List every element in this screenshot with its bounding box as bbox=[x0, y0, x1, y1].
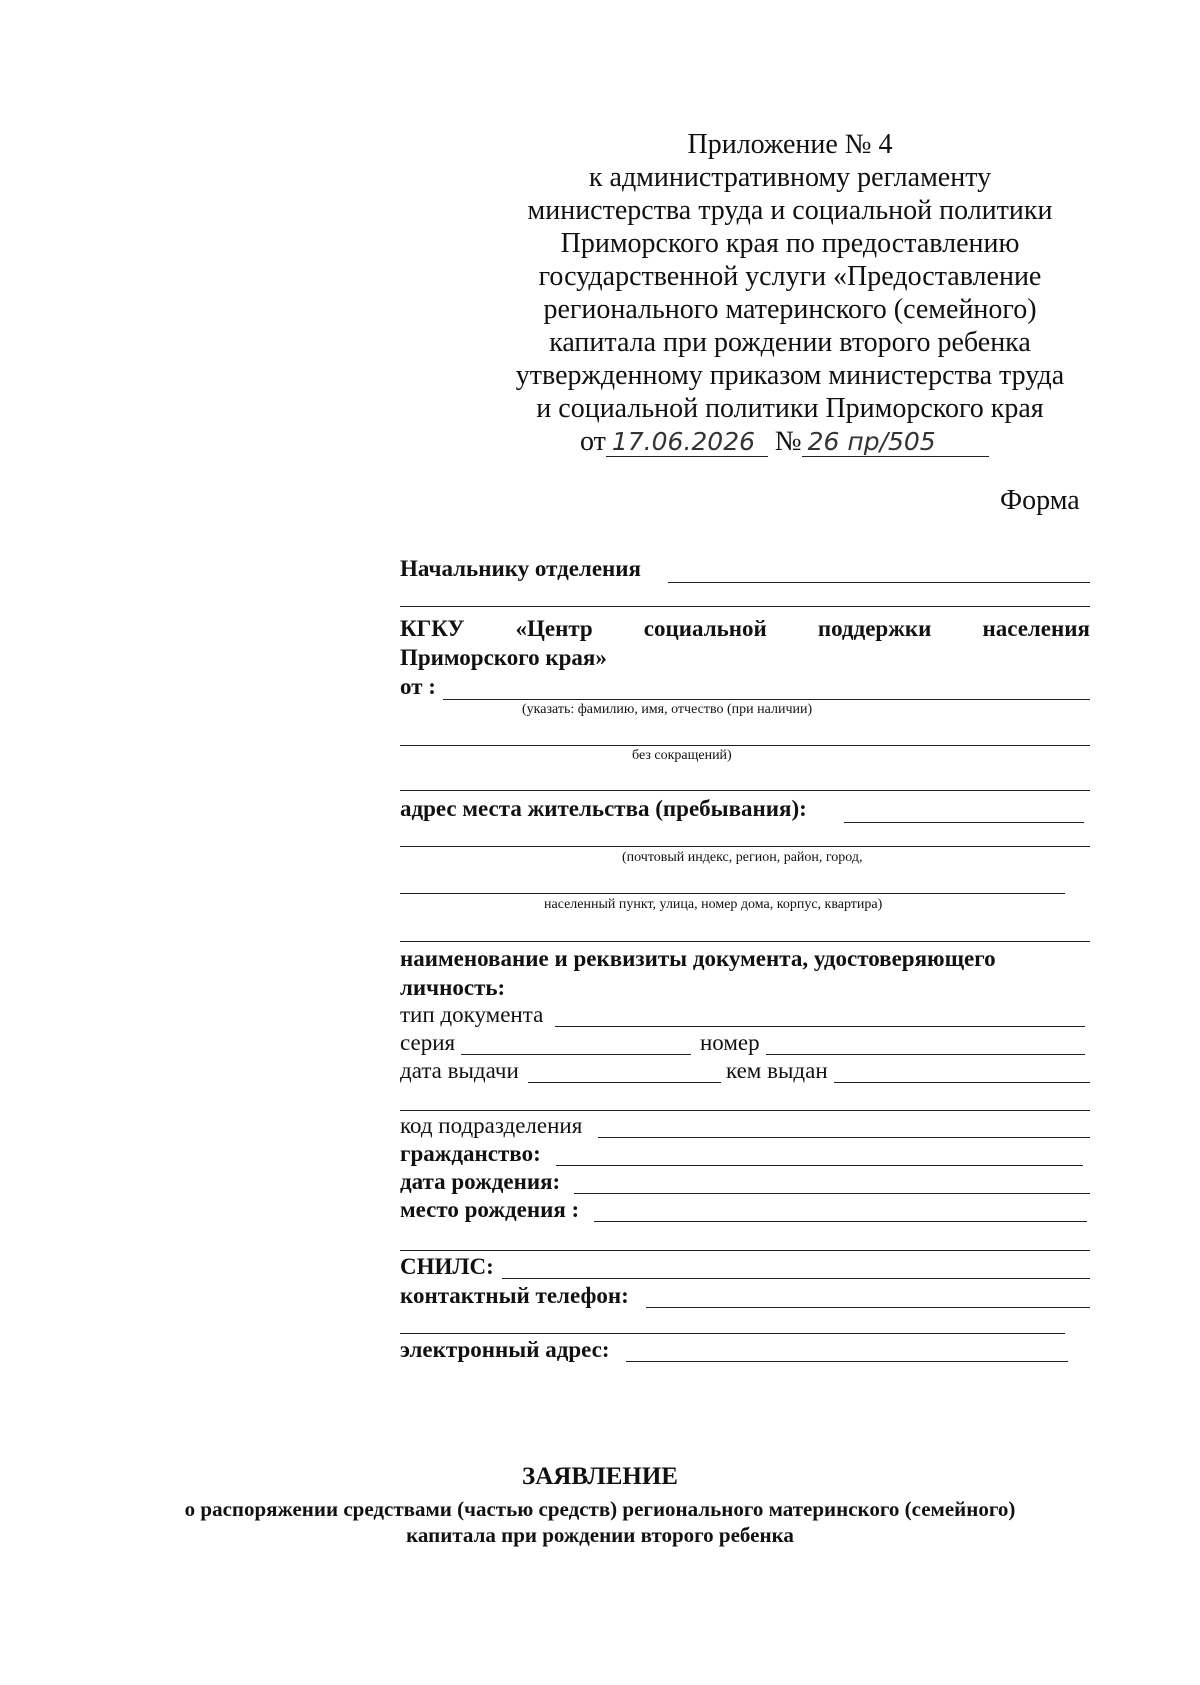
from-label: от : bbox=[400, 674, 436, 699]
org-name-line2: Приморского края» bbox=[400, 645, 607, 670]
phone-field[interactable] bbox=[646, 1307, 1090, 1308]
citizenship-label: гражданство: bbox=[400, 1141, 541, 1166]
appendix-line: регионального материнского (семейного) bbox=[543, 294, 1037, 325]
org-word: КГКУ bbox=[400, 616, 465, 641]
email-field[interactable] bbox=[626, 1361, 1068, 1362]
birth-place-field[interactable] bbox=[594, 1221, 1087, 1222]
birth-place-label: место рождения : bbox=[400, 1197, 580, 1222]
address-hint1: (почтовый индекс, регион, район, город, bbox=[622, 850, 863, 865]
series-field[interactable] bbox=[461, 1054, 691, 1055]
to-head-field-line2[interactable] bbox=[400, 606, 1090, 607]
appendix-line: Приморского края по предоставлению bbox=[560, 228, 1020, 259]
to-head-field[interactable] bbox=[668, 582, 1090, 583]
address-hint2: населенный пункт, улица, номер дома, корпус, квартира) bbox=[544, 897, 883, 912]
address-field-line2[interactable] bbox=[400, 846, 1090, 847]
order-reference bbox=[580, 426, 989, 458]
division-code-field[interactable] bbox=[598, 1137, 1090, 1138]
number-label: номер bbox=[700, 1030, 760, 1055]
from-field-line3[interactable] bbox=[400, 790, 1090, 791]
org-word: «Центр bbox=[515, 616, 593, 641]
org-word: поддержки bbox=[817, 616, 932, 641]
series-label: серия bbox=[400, 1030, 456, 1055]
handwritten-date: 17.06.2026 bbox=[606, 428, 768, 457]
phone-field-line2[interactable] bbox=[400, 1333, 1065, 1334]
issued-by-label: кем выдан bbox=[726, 1058, 828, 1083]
number-prefix: № bbox=[774, 426, 802, 457]
from-hint1: (указать: фамилию, имя, отчество (при наличии) bbox=[522, 702, 813, 717]
org-name-line1 bbox=[400, 615, 1090, 643]
birth-date-label: дата рождения: bbox=[400, 1169, 561, 1194]
identity-heading-line2: личность: bbox=[400, 975, 506, 1000]
to-head-label: Начальнику отделения bbox=[400, 556, 641, 581]
address-field-line4[interactable] bbox=[400, 941, 1090, 942]
doc-type-label: тип документа bbox=[400, 1002, 544, 1027]
address-field-line3[interactable] bbox=[400, 893, 1065, 894]
appendix-line: утвержденному приказом министерства труда bbox=[515, 360, 1065, 391]
snils-label: СНИЛС: bbox=[400, 1254, 494, 1279]
org-word: населения bbox=[982, 616, 1090, 641]
appendix-line: к административному регламенту bbox=[588, 162, 992, 193]
email-label: электронный адрес: bbox=[400, 1337, 610, 1362]
appendix-header bbox=[500, 128, 1080, 425]
identity-heading: наименование и реквизиты документа, удостоверяющего bbox=[400, 946, 996, 971]
statement-subtitle-line2: капитала при рождении второго ребенка bbox=[406, 1523, 794, 1547]
appendix-line: капитала при рождении второго ребенка bbox=[549, 327, 1031, 358]
address-field[interactable] bbox=[844, 822, 1084, 823]
date-prefix: от bbox=[580, 426, 606, 457]
number-field[interactable] bbox=[766, 1054, 1085, 1055]
org-word: социальной bbox=[643, 616, 767, 641]
snils-field[interactable] bbox=[502, 1278, 1090, 1279]
issue-date-label: дата выдачи bbox=[400, 1058, 519, 1083]
issue-date-field[interactable] bbox=[528, 1082, 721, 1083]
appendix-line: и социальной политики Приморского края bbox=[536, 393, 1044, 424]
phone-label: контактный телефон: bbox=[400, 1283, 629, 1308]
address-label: адрес места жительства (пребывания): bbox=[400, 796, 807, 821]
from-hint2: без сокращений) bbox=[632, 748, 732, 763]
appendix-line: министерства труда и социальной политики bbox=[527, 195, 1053, 226]
doc-type-field[interactable] bbox=[555, 1026, 1085, 1027]
handwritten-number: 26 пр/505 bbox=[802, 428, 989, 457]
statement-subtitle-line1: о распоряжении средствами (частью средств) регионального материнского (семейного) bbox=[184, 1497, 1016, 1521]
citizenship-field[interactable] bbox=[556, 1165, 1083, 1166]
from-field[interactable] bbox=[443, 699, 1090, 700]
statement-title: ЗАЯВЛЕНИЕ bbox=[522, 1463, 678, 1490]
birth-date-field[interactable] bbox=[574, 1193, 1090, 1194]
appendix-line: государственной услуги «Предоставление bbox=[538, 261, 1042, 292]
division-code-label: код подразделения bbox=[400, 1113, 583, 1138]
birth-place-field-line2[interactable] bbox=[400, 1250, 1090, 1251]
appendix-title: Приложение № 4 bbox=[687, 129, 893, 160]
form-label: Форма bbox=[1000, 485, 1080, 516]
from-field-line2[interactable] bbox=[400, 745, 1090, 746]
issued-by-field[interactable] bbox=[834, 1082, 1090, 1083]
issued-by-field-line2[interactable] bbox=[400, 1110, 1090, 1111]
